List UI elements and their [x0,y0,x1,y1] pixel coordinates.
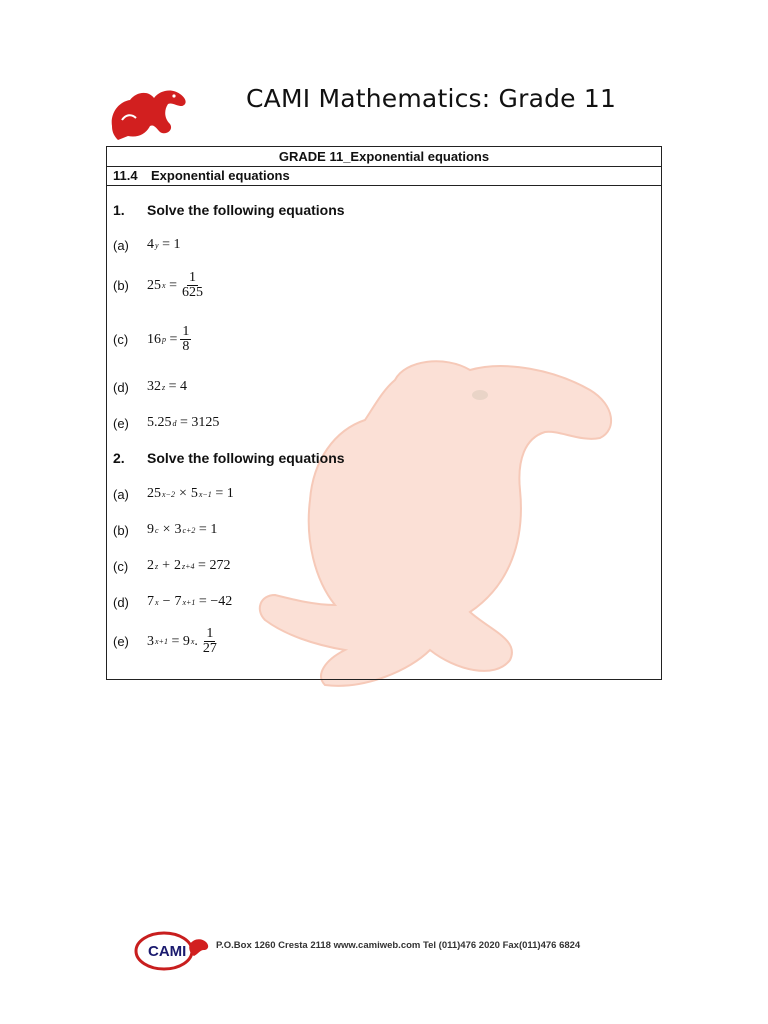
cami-camel-logo [108,84,190,144]
q1-item-d [113,379,187,395]
q2-item-b [113,522,217,538]
question-prompt: Solve the following equations [147,450,345,466]
fraction: $\frac{1}{625}$ [181,270,203,300]
item-label: (d) [113,379,129,395]
equation: 32 z = 4 [147,379,188,394]
fraction: $\frac{1}{27}$ [202,626,217,656]
footer-contact: P.O.Box 1260 Cresta 2118 www.camiweb.com Tel (011)476 2020 Fax(011)476 6824 [216,940,581,951]
equation: 25 x = $\frac{1}{625}$ [147,270,203,300]
cami-footer-logo [134,930,214,972]
equation: 2 z + 2 z+4 = 272 [147,558,231,573]
item-label: (a) [113,237,129,253]
item-label: (e) [113,415,129,431]
q2-item-c [113,558,230,574]
item-label: (d) [113,594,129,610]
q2-item-e [113,627,219,656]
equation: 9 c × 3 c+2 = 1 [147,522,218,537]
equation: 3 x+1 = 9 x . $\frac{1}{27}$ [147,626,217,656]
q1-item-c [113,325,191,354]
equation: 5.25 d = 3125 [147,415,220,430]
worksheet-box [106,146,662,680]
equation: 7 x − 7 x+1 = −42 [147,594,233,609]
q1-item-a [113,237,180,253]
question-2-heading [113,450,345,466]
question-number: 2. [113,450,125,466]
item-label: (b) [113,522,129,538]
footer-logo-text: CAMI [148,943,187,960]
page-title: CAMI Mathematics: Grade 11 [246,84,617,113]
item-label: (c) [113,332,129,347]
equation: 25 x−2 × 5 x−1 = 1 [147,486,234,501]
fraction: $\frac{1}{8}$ [182,324,190,354]
question-1-heading [113,202,345,218]
item-label: (c) [113,558,129,574]
q1-item-e [113,415,219,431]
worksheet-title: GRADE 11_Exponential equations [107,147,661,167]
section-heading [107,167,661,186]
q2-item-a [113,486,234,502]
q2-item-d [113,594,232,610]
equation: 16 p = $\frac{1}{8}$ [147,324,190,354]
equation: 4 y = 1 [147,237,181,252]
item-label: (b) [113,278,129,293]
section-number: 11.4 [113,168,138,183]
question-prompt: Solve the following equations [147,202,345,218]
question-number: 1. [113,202,125,218]
item-label: (e) [113,634,129,649]
q1-item-b [113,271,205,300]
section-title: Exponential equations [151,168,290,183]
item-label: (a) [113,486,129,502]
